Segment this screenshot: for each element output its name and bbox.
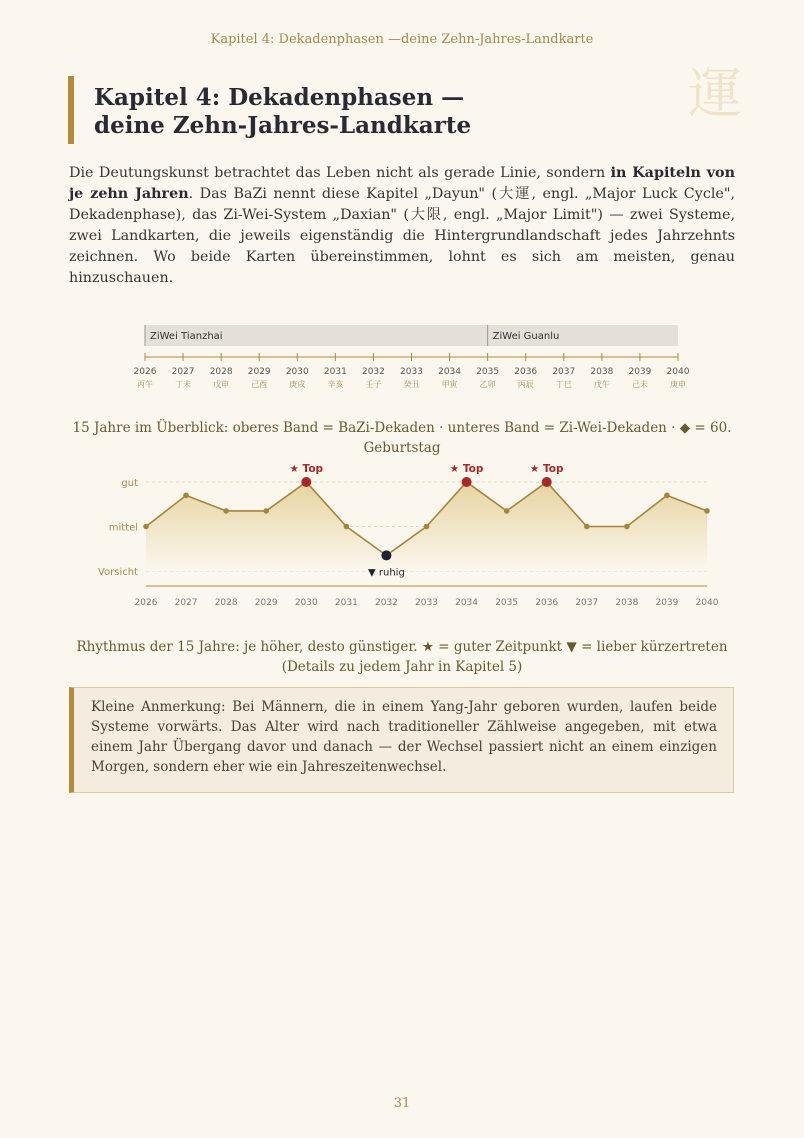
data-point — [263, 508, 269, 514]
x-tick-label: 2035 — [495, 598, 519, 608]
timeline-year-label: 2029 — [247, 367, 271, 377]
intro-emphasis: in Kapiteln von je zehn Jahren — [69, 165, 735, 202]
decade-timeline — [130, 320, 700, 392]
low-label: ▼ ruhig — [368, 567, 405, 579]
data-point — [223, 508, 229, 514]
data-point — [504, 508, 510, 514]
timeline-ganzhi-label: 庚戌 — [289, 380, 306, 389]
timeline-ganzhi-label: 戊午 — [593, 380, 610, 389]
timeline-year-label: 2039 — [628, 367, 652, 377]
top-marker — [301, 477, 311, 487]
running-header: Kapitel 4: Dekadenphasen —deine Zehn-Jahres-Landkarte — [210, 32, 594, 47]
top-label: ★ Top — [289, 463, 324, 475]
top-label: ★ Top — [449, 463, 484, 475]
data-point — [704, 508, 710, 514]
data-point — [664, 493, 670, 499]
intro-paragraph — [69, 163, 735, 289]
top-marker — [542, 477, 552, 487]
timeline-year-label: 2033 — [400, 367, 423, 377]
timeline-ganzhi-label: 戊申 — [213, 380, 230, 389]
timeline-year-label: 2032 — [361, 367, 385, 377]
band-label: ZiWei Tianzhai — [150, 331, 223, 342]
data-point — [344, 524, 350, 530]
timeline-ganzhi-label: 丁巳 — [555, 380, 572, 389]
intro-text-start: Die Deutungskunst betrachtet das Leben nicht als gerade Linie, sondern — [69, 165, 611, 181]
chapter-title — [94, 84, 594, 140]
x-tick-label: 2030 — [294, 598, 318, 608]
data-point — [183, 493, 189, 499]
note-box: Kleine Anmerkung: Bei Männern, die in einem Yang-Jahr geboren wurden, laufen beide Systeme vorwärts. Das Alter wird nach traditioneller Zählweise angegeben, mit etwa einem Jahr Übergang davor und danach — der Wechsel passiert nicht an einem einzigen Morgen, sondern eher wie ein Jahreszeitenwechsel. — [69, 687, 734, 793]
x-tick-label: 2031 — [334, 598, 358, 608]
timeline-ganzhi-label: 辛亥 — [327, 380, 344, 389]
timeline-year-label: 2031 — [323, 367, 347, 377]
timeline-year-label: 2040 — [666, 367, 690, 377]
timeline-ganzhi-label: 己酉 — [251, 380, 268, 389]
band-label: ZiWei Guanlu — [492, 331, 560, 342]
timeline-ganzhi-label: 庚申 — [670, 380, 686, 389]
top-label: ★ Top — [529, 463, 564, 475]
x-tick-label: 2036 — [535, 598, 559, 608]
top-marker — [462, 477, 472, 487]
chapter-title-line-1: Kapitel 4: Dekadenphasen — — [94, 84, 465, 111]
timeline-year-label: 2036 — [514, 367, 538, 377]
x-tick-label: 2026 — [134, 598, 158, 608]
timeline-year-label: 2028 — [209, 367, 233, 377]
timeline-year-label: 2034 — [438, 367, 462, 377]
data-point — [424, 524, 430, 530]
x-tick-label: 2028 — [214, 598, 238, 608]
timeline-year-label: 2035 — [476, 367, 500, 377]
timeline-ganzhi-label: 丁未 — [175, 380, 192, 389]
timeline-ganzhi-label: 丙午 — [137, 380, 153, 389]
timeline-year-label: 2027 — [171, 367, 195, 377]
x-tick-label: 2038 — [615, 598, 639, 608]
x-tick-label: 2039 — [655, 598, 679, 608]
timeline-ganzhi-label: 乙卯 — [479, 380, 496, 389]
x-tick-label: 2040 — [695, 598, 719, 608]
x-tick-label: 2032 — [374, 598, 398, 608]
timeline-ganzhi-label: 己未 — [631, 380, 648, 389]
timeline-year-label: 2030 — [285, 367, 309, 377]
data-point — [584, 524, 590, 530]
chart-caption: Rhythmus der 15 Jahre: je höher, desto günstiger. ★ = guter Zeitpunkt ▼ = lieber kürzertreten (Details zu jedem Jahr in Kapitel 5) — [76, 639, 728, 675]
timeline-year-label: 2037 — [552, 367, 576, 377]
chapter-title-block — [68, 76, 744, 144]
y-level-label: Vorsicht — [97, 567, 138, 578]
x-tick-label: 2033 — [415, 598, 438, 608]
timeline-ganzhi-label: 癸丑 — [403, 380, 420, 389]
x-tick-label: 2027 — [174, 598, 198, 608]
timeline-year-label: 2026 — [133, 367, 157, 377]
x-tick-label: 2037 — [575, 598, 599, 608]
intro-text-end: . Das BaZi nennt diese Kapitel „Dayun" (大運, engl. „Major Luck Cycle", Dekadenphase), das Zi-Wei-System „Daxian" (大限, engl. „Major Limit") — zwei Systeme, zwei Landkarten, die jeweils eigenständig die Hintergrundlandschaft jedes Jahrzehnts zeichnen. Wo beide Karten übereinstimmen, lohnt es sich am meisten, genau hinzuschauen. — [69, 186, 735, 286]
data-point — [143, 524, 149, 530]
page-number: 31 — [393, 1096, 411, 1111]
y-level-label: gut — [121, 478, 138, 489]
timeline-ganzhi-label: 甲寅 — [441, 380, 458, 389]
watermark-character: 運 — [688, 62, 742, 125]
timeline-caption: 15 Jahre im Überblick: oberes Band = BaZi-Dekaden · unteres Band = Zi-Wei-Dekaden · ◆ = 60. Geburtstag — [72, 420, 732, 456]
timeline-ganzhi-label: 丙辰 — [517, 380, 534, 389]
timeline-ganzhi-label: 壬子 — [365, 380, 382, 389]
data-point — [624, 524, 630, 530]
x-tick-label: 2034 — [455, 598, 479, 608]
y-level-label: mittel — [108, 522, 138, 534]
chapter-title-line-2: deine Zehn-Jahres-Landkarte — [94, 112, 472, 139]
timeline-year-label: 2038 — [590, 367, 614, 377]
x-tick-label: 2029 — [254, 598, 278, 608]
low-marker — [381, 550, 391, 560]
rhythm-chart — [80, 455, 740, 615]
